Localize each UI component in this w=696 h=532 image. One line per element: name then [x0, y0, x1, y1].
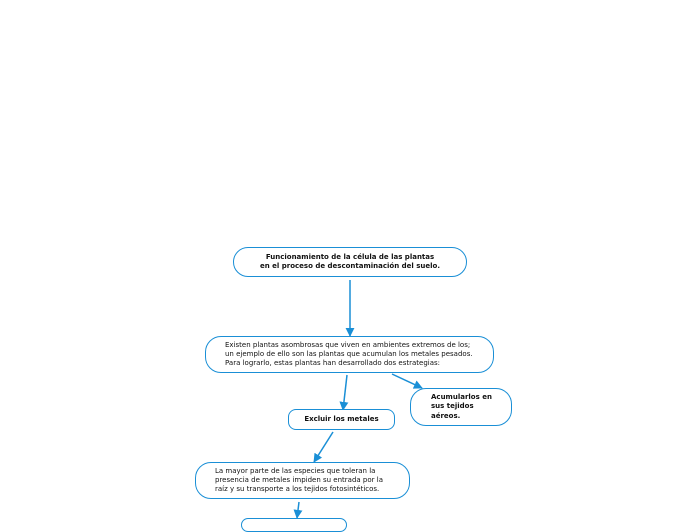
strategy-accumulate-node[interactable] — [410, 388, 512, 426]
exclude-detail-text: La mayor parte de las especies que toleran la presencia de metales impiden su entrada por la raíz y su transporte a los tejidos fotosintéticos. — [215, 466, 383, 494]
connector-detail-to-next — [297, 502, 299, 518]
strategy-exclude-node[interactable] — [288, 409, 395, 430]
next-node-partial[interactable] — [241, 518, 347, 532]
connector-intro-to-accumulate — [392, 374, 422, 388]
connector-exclude-to-detail — [314, 432, 333, 462]
intro-node[interactable] — [205, 336, 494, 373]
strategy-accumulate-text: Acumularlos en sus tejidos aéreos. — [431, 393, 492, 420]
root-topic-node[interactable] — [233, 247, 467, 277]
exclude-detail-node[interactable] — [195, 462, 410, 499]
root-topic-text: Funcionamiento de la célula de las plantas en el proceso de descontaminación del suelo. — [259, 252, 440, 270]
intro-text: Existen plantas asombrosas que viven en ambientes extremos de los; un ejemplo de ello son las plantas que acumulan los metales pesados. Para lograrlo, estas plantas han desarrollado dos estrategias: — [225, 340, 473, 368]
connector-intro-to-exclude — [343, 375, 347, 410]
strategy-exclude-text: Excluir los metales — [304, 414, 379, 423]
